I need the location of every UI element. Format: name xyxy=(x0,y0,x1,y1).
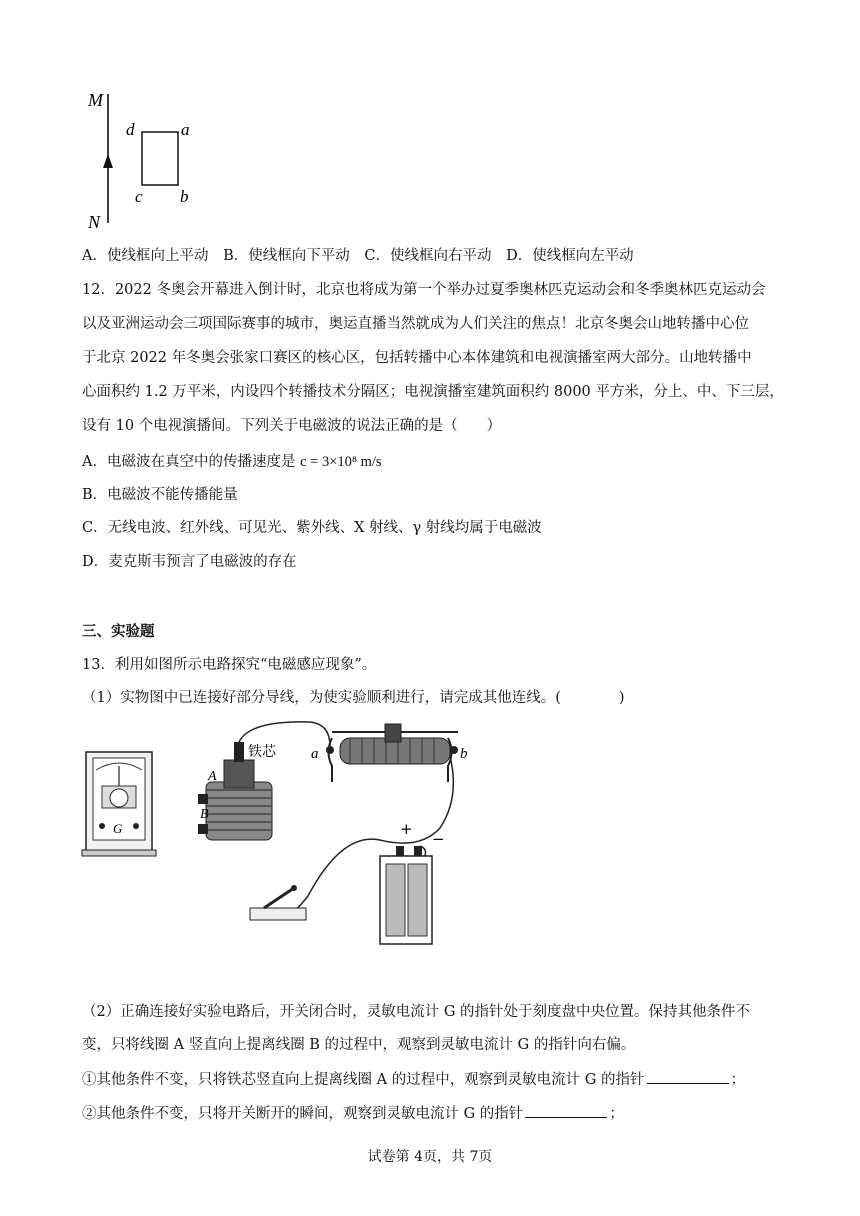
q13-item2 xyxy=(82,1103,624,1124)
label-d: d xyxy=(126,120,135,139)
coil xyxy=(198,742,277,840)
answer-blank-2[interactable] xyxy=(525,1103,607,1118)
label-A: A xyxy=(208,769,217,784)
item2-punct: ； xyxy=(609,1106,624,1122)
answer-blank-1[interactable] xyxy=(647,1069,729,1084)
label-a-terminal: a xyxy=(311,746,319,762)
q12-option-a-formula: c = 3×10⁸ m/s xyxy=(300,454,382,470)
q12-line-2: 以及亚洲运动会三项国际赛事的城市，奥运直播当然就成为人们关注的焦点！北京冬奥会山地转播中心位 xyxy=(82,316,749,332)
q13-item1 xyxy=(82,1069,745,1090)
q12-line-1: 12．2022 冬奥会开幕进入倒计时，北京也将成为第一个举办过夏季奥林匹克运动会和冬季奥林匹克运动会 xyxy=(82,282,766,298)
q13-part2-line1 xyxy=(82,1002,750,1022)
q13-part2-line2 xyxy=(82,1035,635,1055)
q13-part1: （1）实物图中已连接好部分导线，为使实验顺利进行，请完成其他连线。( ) xyxy=(82,690,625,706)
q13-item2-text: ②其他条件不变，只将开关断开的瞬间，观察到灵敏电流计 G 的指针 xyxy=(82,1106,524,1122)
label-plus: + xyxy=(400,820,413,838)
label-M: M xyxy=(88,90,103,110)
q12-option-b: B．电磁波不能传播能量 xyxy=(82,487,238,503)
label-minus: − xyxy=(432,830,445,848)
label-c: c xyxy=(135,187,143,206)
q11-option-a: A．使线框向上平动 xyxy=(82,248,209,264)
label-B: B xyxy=(200,807,209,822)
label-b-terminal: b xyxy=(460,746,468,762)
q12-line-3: 于北京 2022 年冬奥会张家口赛区的核心区，包括转播中心本体建筑和电视演播室两大部分。山地转播中 xyxy=(82,350,752,366)
section-title: 三、实验题 xyxy=(82,624,155,640)
q12-option-a xyxy=(82,452,382,472)
q11-option-d: D．使线框向左平动 xyxy=(506,248,634,264)
q12-line-5: 设有 10 个电视演播间。下列关于电磁波的说法正确的是（ ） xyxy=(82,418,502,434)
label-G: G xyxy=(113,821,123,836)
q12-option-c: C．无线电波、红外线、可见光、紫外线、X 射线、γ 射线均属于电磁波 xyxy=(82,520,542,536)
q11-options xyxy=(82,246,644,266)
q12-option-a-text: A．电磁波在真空中的传播速度是 xyxy=(82,454,296,470)
q13-part2-line1-text: （2）正确连接好实验电路后，开关闭合时，灵敏电流计 G 的指针处于刻度盘中央位置。保持其他条件不 xyxy=(82,1004,751,1020)
q13-item1-text: ①其他条件不变，只将铁芯竖直向上提离线圈 A 的过程中，观察到灵敏电流计 G 的指针 xyxy=(82,1072,645,1088)
label-iron-core: 铁芯 xyxy=(248,744,276,760)
wire-loop-figure xyxy=(80,88,210,238)
q11-option-b: B．使线框向下平动 xyxy=(223,248,350,264)
item1-punct: ； xyxy=(730,1072,745,1088)
q11-option-c: C．使线框向右平动 xyxy=(364,248,492,264)
q13-part2-line2-text: 变，只将线圈 A 竖直向上提离线圈 B 的过程中，观察到灵敏电流计 G 的指针向右偏。 xyxy=(82,1037,636,1053)
rheostat xyxy=(311,724,468,782)
label-a: a xyxy=(181,120,190,139)
label-b: b xyxy=(180,187,189,206)
circuit-figure xyxy=(80,718,500,950)
q12-line-4: 心面积约 1.2 万平米，内设四个转播技术分隔区；电视演播室建筑面积约 8000 平方米，分上、中、下三层， xyxy=(82,384,784,400)
q12-option-d: D．麦克斯韦预言了电磁波的存在 xyxy=(82,554,297,570)
page-footer: 试卷第 4页，共 7页 xyxy=(367,1149,493,1165)
label-N: N xyxy=(88,212,101,232)
switch xyxy=(250,885,306,920)
battery xyxy=(380,820,445,944)
q13-stem: 13．利用如图所示电路探究“电磁感应现象”。 xyxy=(82,657,377,673)
galvanometer xyxy=(82,752,156,856)
